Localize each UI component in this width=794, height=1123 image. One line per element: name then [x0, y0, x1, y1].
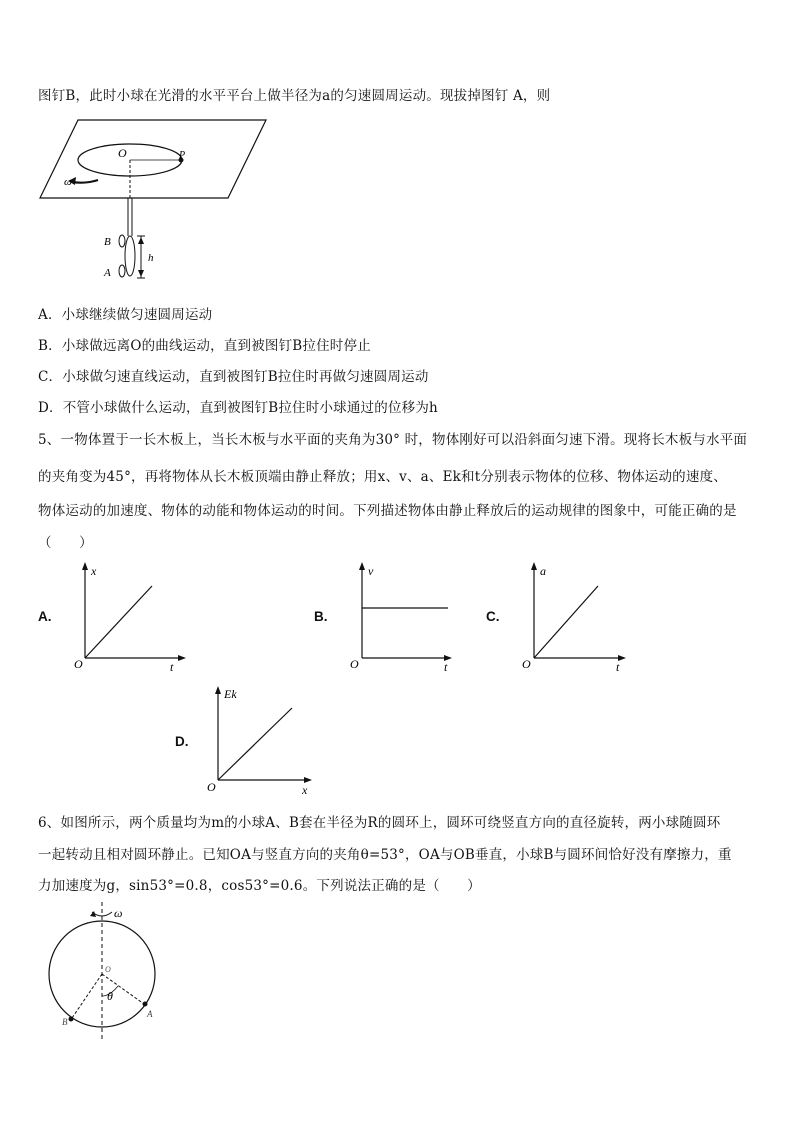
q4-option-b: B．小球做远离O的曲线运动，直到被图钉B拉住时停止 [38, 338, 371, 354]
label-omega: ω [64, 176, 72, 188]
q5-graph-b-label: B. [314, 609, 328, 624]
graph-c-origin: O [522, 657, 531, 671]
q5-graph-a-label: A. [38, 609, 52, 624]
q6-stem-line-2: 一起转动且相对圆环静止。已知OA与竖直方向的夹角θ=53°，OA与OB垂直，小球B与圆环间恰好没有摩擦力，重 [38, 847, 732, 863]
label-O: O [118, 146, 127, 160]
label-A: A [104, 267, 111, 279]
graph-a-line [85, 586, 152, 658]
graph-d-origin: O [207, 780, 216, 794]
q4-option-d: D．不管小球做什么运动，直到被图钉B拉住时小球通过的位移为h [38, 400, 438, 416]
q6-stem-line-1: 6、如图所示，两个质量均为m的小球A、B套在半径为R的圆环上，圆环可绕竖直方向的直径旋转，两小球随圆环 [38, 815, 721, 831]
q4-option-c: C．小球做匀速直线运动，直到被图钉B拉住时再做匀速圆周运动 [38, 369, 429, 385]
q5-stem-line-4: （ ） [38, 535, 93, 551]
q5-stem-line-3: 物体运动的加速度、物体的动能和物体运动的时间。下列描述物体由静止释放后的运动规律的图象中，可能正确的是 [38, 503, 737, 519]
q4-figure [38, 110, 278, 290]
q5-graph-d-label: D. [175, 734, 189, 749]
q6-figure [44, 900, 174, 1045]
q4-stem-tail: 图钉B，此时小球在光滑的水平平台上做半径为a的匀速圆周运动。现拔掉图钉 A，则 [38, 88, 551, 104]
label-O: O [105, 965, 111, 974]
graph-b-ylabel: v [368, 564, 374, 578]
label-P: P [179, 150, 186, 161]
label-A: A [147, 1009, 153, 1019]
label-B: B [62, 1017, 68, 1027]
graph-b-xlabel: t [444, 660, 448, 674]
pin-a [119, 265, 125, 277]
platform [40, 120, 266, 198]
pin-loop [125, 236, 135, 276]
q5-graph-b [348, 560, 458, 675]
ball-b [69, 1017, 74, 1022]
graph-b-origin: O [350, 657, 359, 671]
q5-graph-c [518, 560, 633, 675]
label-B: B [104, 236, 111, 248]
q5-stem-line-1: 5、一物体置于一长木板上，当长木板与水平面的夹角为30° 时，物体刚好可以沿斜面匀速下滑。现将长木板与水平面 [38, 432, 748, 448]
graph-a-origin: O [74, 657, 83, 671]
label-theta: θ [107, 989, 113, 1003]
graph-d-xlabel: x [302, 783, 308, 797]
graph-c-line [534, 586, 598, 658]
label-h: h [148, 252, 154, 264]
q4-option-a: A．小球继续做匀速圆周运动 [38, 307, 213, 323]
radius-ob [72, 974, 102, 1018]
graph-d-line [218, 708, 292, 780]
q5-graph-c-label: C. [486, 609, 500, 624]
pin-b [119, 235, 125, 247]
graph-d-ylabel: Ek [224, 687, 237, 701]
q6-stem-line-3: 力加速度为g，sin53°=0.8，cos53°=0.6。下列说法正确的是（ ） [38, 878, 481, 894]
ball-a [143, 1002, 148, 1007]
q5-graph-a [70, 560, 190, 675]
graph-a-ylabel: x [91, 564, 97, 578]
graph-c-xlabel: t [616, 660, 620, 674]
graph-a-xlabel: t [170, 660, 174, 674]
graph-c-ylabel: a [540, 564, 546, 578]
q5-graph-d [204, 684, 324, 799]
label-omega: ω [114, 906, 123, 920]
q5-stem-line-2: 的夹角变为45°，再将物体从长木板顶端由静止释放；用x、v、a、Ek和t分别表示物体的位移、物体运动的速度、 [38, 469, 727, 485]
omega-arrow [72, 180, 98, 183]
